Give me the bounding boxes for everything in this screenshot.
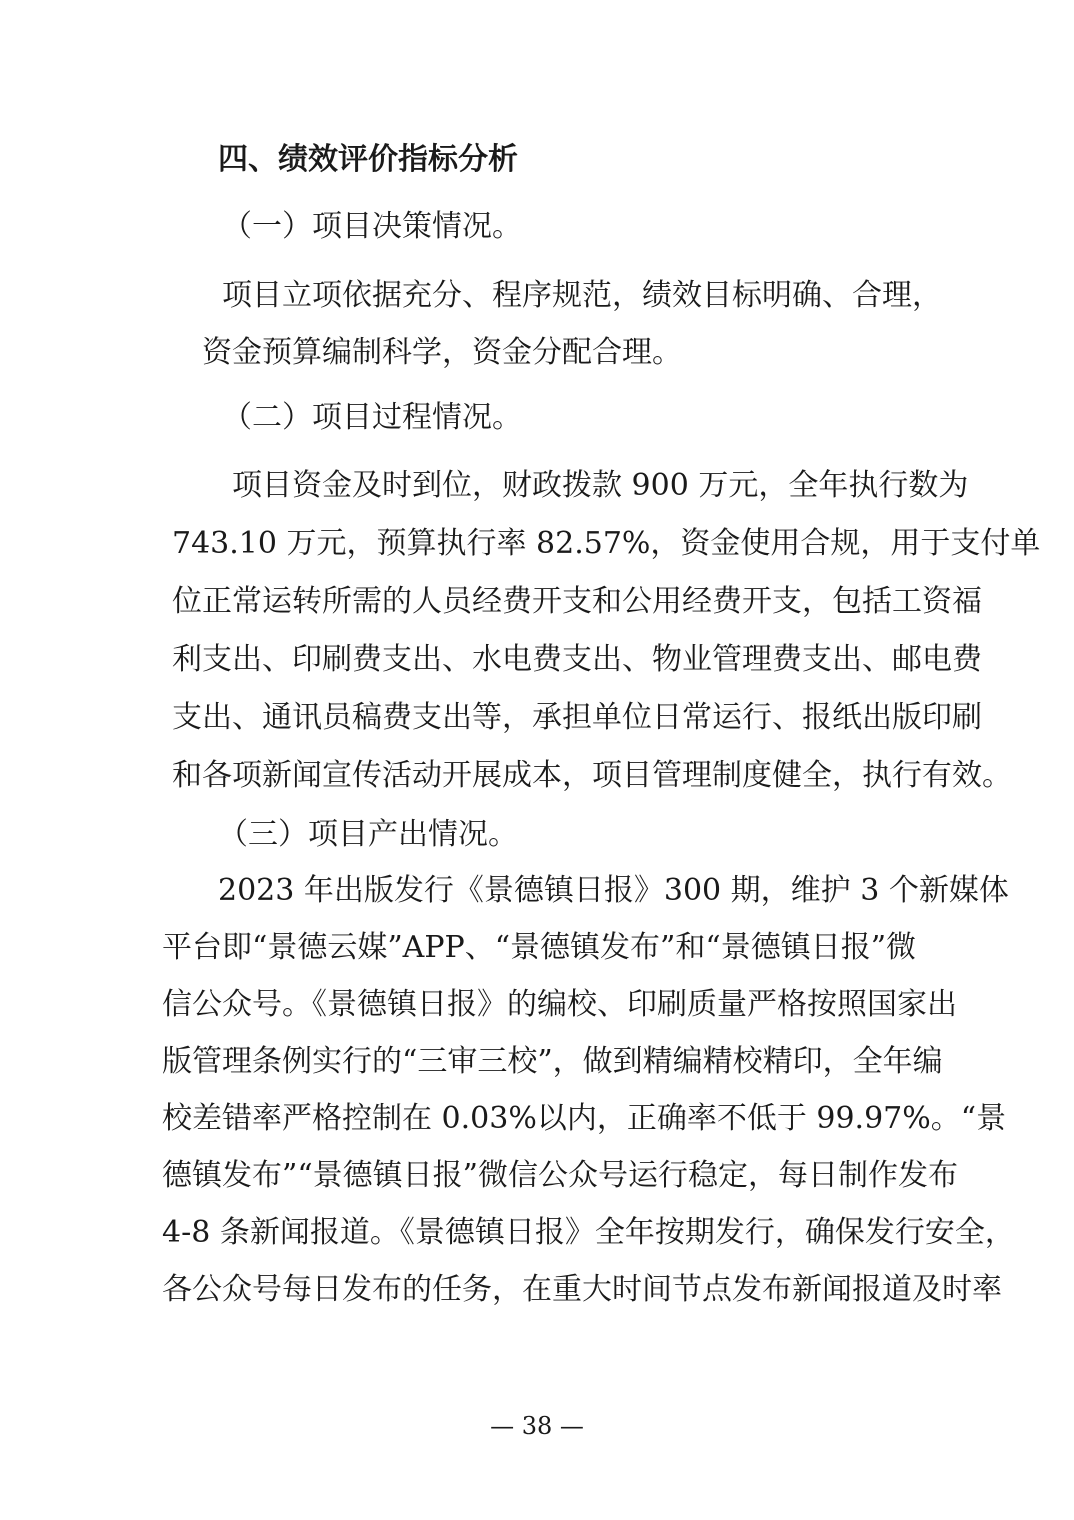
paragraph-line: 2023 年出版发行《景德镇日报》300 期，维护 3 个新媒体 [218, 873, 1009, 908]
paragraph-line: 位正常运转所需的人员经费开支和公用经费开支，包括工资福 [172, 584, 982, 619]
paragraph-line: 各公众号每日发布的任务，在重大时间节点发布新闻报道及时率 [162, 1272, 1002, 1307]
paragraph-line: 4-8 条新闻报道。《景德镇日报》全年按期发行，确保发行安全， [162, 1215, 1015, 1250]
paragraph-line: 校差错率严格控制在 0.03%以内，正确率不低于 99.97%。“景 [162, 1101, 1007, 1136]
paragraph-line: 支出、通讯员稿费支出等，承担单位日常运行、报纸出版印刷 [172, 700, 982, 735]
paragraph-line: 信公众号。《景德镇日报》的编校、印刷质量严格按照国家出 [162, 987, 957, 1022]
paragraph-line: 项目资金及时到位，财政拨款 900 万元，全年执行数为 [232, 468, 969, 503]
paragraph-line: 版管理条例实行的“三审三校”，做到精编精校精印，全年编 [162, 1044, 943, 1079]
paragraph-line: 和各项新闻宣传活动开展成本，项目管理制度健全，执行有效。 [172, 758, 1012, 793]
paragraph-line: 资金预算编制科学，资金分配合理。 [202, 335, 682, 370]
paragraph-line: 德镇发布”“景德镇日报”微信公众号运行稳定，每日制作发布 [162, 1158, 959, 1193]
subsection-heading-decision: （一）项目决策情况。 [222, 209, 522, 244]
paragraph-line: 743.10 万元，预算执行率 82.57%，资金使用合规，用于支付单 [172, 526, 1041, 561]
section-heading: 四、绩效评价指标分析 [218, 142, 518, 177]
page-number: — 38 — [490, 1412, 584, 1440]
subsection-heading-process: （二）项目过程情况。 [222, 400, 522, 435]
paragraph-line: 利支出、印刷费支出、水电费支出、物业管理费支出、邮电费 [172, 642, 982, 677]
paragraph-line: 平台即“景德云媒”APP、“景德镇发布”和“景德镇日报”微 [162, 930, 917, 965]
paragraph-line: 项目立项依据充分、程序规范，绩效目标明确、合理， [222, 278, 942, 313]
subsection-heading-output: （三）项目产出情况。 [218, 817, 518, 852]
